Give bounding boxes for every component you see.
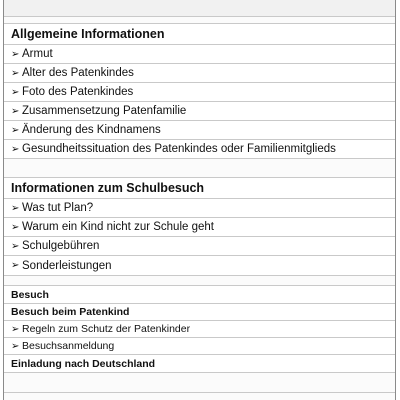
top-blank-row (4, 0, 395, 17)
arrow-bullet-icon: ➢ (11, 67, 20, 79)
arrow-bullet-icon: ➢ (11, 221, 20, 233)
arrow-bullet-icon: ➢ (11, 202, 20, 214)
menu-item-besuchsanmeldung[interactable]: ➢ Besuchsanmeldung (4, 338, 395, 355)
menu-item-gesundheit[interactable]: ➢ Gesundheitssituation des Patenkindes oder Familienmitglieds (4, 140, 395, 159)
menu-item-alter[interactable]: ➢ Alter des Patenkindes (4, 64, 395, 83)
menu-item-einladung[interactable]: Einladung nach Deutschland (4, 355, 395, 373)
faq-menu-panel (3, 0, 396, 400)
section-title: Informationen zum Schulbesuch (11, 181, 205, 195)
menu-item-armut[interactable]: ➢ Armut (4, 45, 395, 64)
arrow-bullet-icon: ➢ (11, 86, 20, 98)
section-heading-general (4, 24, 395, 45)
menu-item-schulgebuehren[interactable]: ➢ Schulgebühren (4, 237, 395, 256)
section-title: Allgemeine Informationen (11, 27, 165, 41)
arrow-bullet-icon: ➢ (11, 260, 20, 271)
spacer-row (4, 17, 395, 24)
arrow-bullet-icon: ➢ (11, 143, 20, 155)
menu-item-kindname[interactable]: ➢ Änderung des Kindnamens (4, 121, 395, 140)
cut-off-row (4, 393, 395, 400)
subheading-visit-child[interactable]: Besuch beim Patenkind (4, 304, 395, 321)
arrow-bullet-icon: ➢ (11, 105, 20, 117)
menu-item-schule[interactable]: ➢ Warum ein Kind nicht zur Schule geht (4, 218, 395, 237)
section-heading-visit (4, 286, 395, 304)
arrow-bullet-icon: ➢ (11, 124, 20, 136)
spacer-row (4, 373, 395, 393)
menu-item-sonderleistungen[interactable]: ➢ Sonderleistungen (4, 256, 395, 276)
menu-item-familie[interactable]: ➢ Zusammensetzung Patenfamilie (4, 102, 395, 121)
arrow-bullet-icon: ➢ (11, 340, 20, 352)
spacer-row (4, 276, 395, 286)
section-heading-school (4, 178, 395, 199)
spacer-row (4, 159, 395, 178)
arrow-bullet-icon: ➢ (11, 48, 20, 60)
arrow-bullet-icon: ➢ (11, 240, 20, 252)
section-title: Besuch (11, 288, 49, 301)
menu-item-plan[interactable]: ➢ Was tut Plan? (4, 199, 395, 218)
menu-item-foto[interactable]: ➢ Foto des Patenkindes (4, 83, 395, 102)
menu-item-regeln[interactable]: ➢ Regeln zum Schutz der Patenkinder (4, 321, 395, 338)
arrow-bullet-icon: ➢ (11, 323, 20, 335)
